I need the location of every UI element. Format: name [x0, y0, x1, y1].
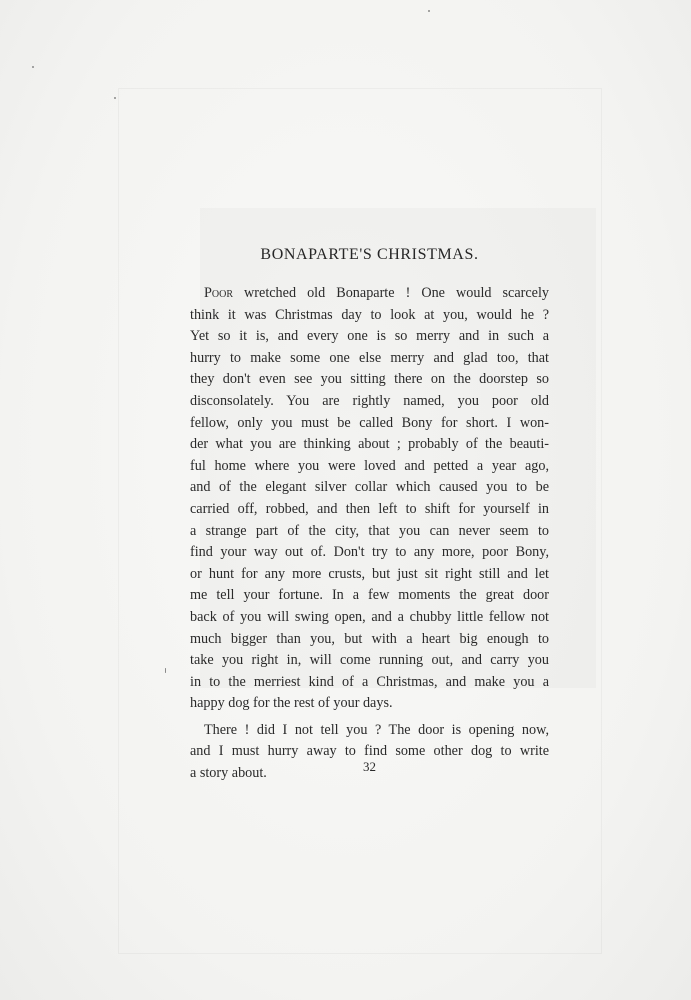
text-line: hurry to make some one else merry and glad too, that [190, 349, 549, 366]
drop-word: Poor [204, 285, 234, 301]
text-line: a story about. [190, 765, 267, 782]
text-line: carried off, robbed, and then left to shift for yourself in [190, 500, 549, 517]
story-text [190, 283, 549, 785]
text-line: der what you are thinking about ; probably of the beauti- [190, 436, 549, 453]
text-line: and I must hurry away to find some other dog to write [190, 743, 549, 760]
paragraph-1 [190, 283, 549, 715]
text-line: ful home where you were loved and petted a year ago, [190, 457, 549, 474]
text-line: fellow, only you must be called Bony for short. I won- [190, 414, 549, 431]
text-line: take you right in, will come running out, and carry you [190, 652, 549, 669]
text-line: in to the merriest kind of a Christmas, and make you a [190, 673, 549, 690]
paper-speck [165, 668, 166, 673]
text-line: disconsolately. You are rightly named, you poor old [190, 392, 549, 409]
text-line: Poor wretched old Bonaparte ! One would scarcely [204, 285, 549, 301]
text-line: and of the elegant silver collar which caused you to be [190, 479, 549, 496]
text-line: happy dog for the rest of your days. [190, 695, 393, 712]
text-line: Yet so it is, and every one is so merry and in such a [190, 328, 549, 345]
text-line: find your way out of. Don't try to any more, poor Bony, [190, 544, 549, 561]
paper-speck [114, 97, 116, 99]
page-number: 32 [363, 759, 376, 774]
paper-speck [428, 10, 430, 12]
text-line: they don't even see you sitting there on the doorstep so [190, 371, 549, 388]
page-title: BONAPARTE'S CHRISTMAS. [260, 246, 479, 263]
text-line: a strange part of the city, that you can never seem to [190, 522, 549, 539]
text-line: or hunt for any more crusts, but just sit right still and let [190, 565, 549, 582]
text-line: back of you will swing open, and a chubby little fellow not [190, 608, 549, 625]
text-line: me tell your fortune. In a few moments the great door [190, 587, 549, 604]
text-line: There ! did I not tell you ? The door is opening now, [204, 721, 549, 738]
text-line: think it was Christmas day to look at you, would he ? [190, 306, 549, 323]
text-line: much bigger than you, but with a heart big enough to [190, 630, 549, 647]
paper-speck [32, 66, 34, 68]
